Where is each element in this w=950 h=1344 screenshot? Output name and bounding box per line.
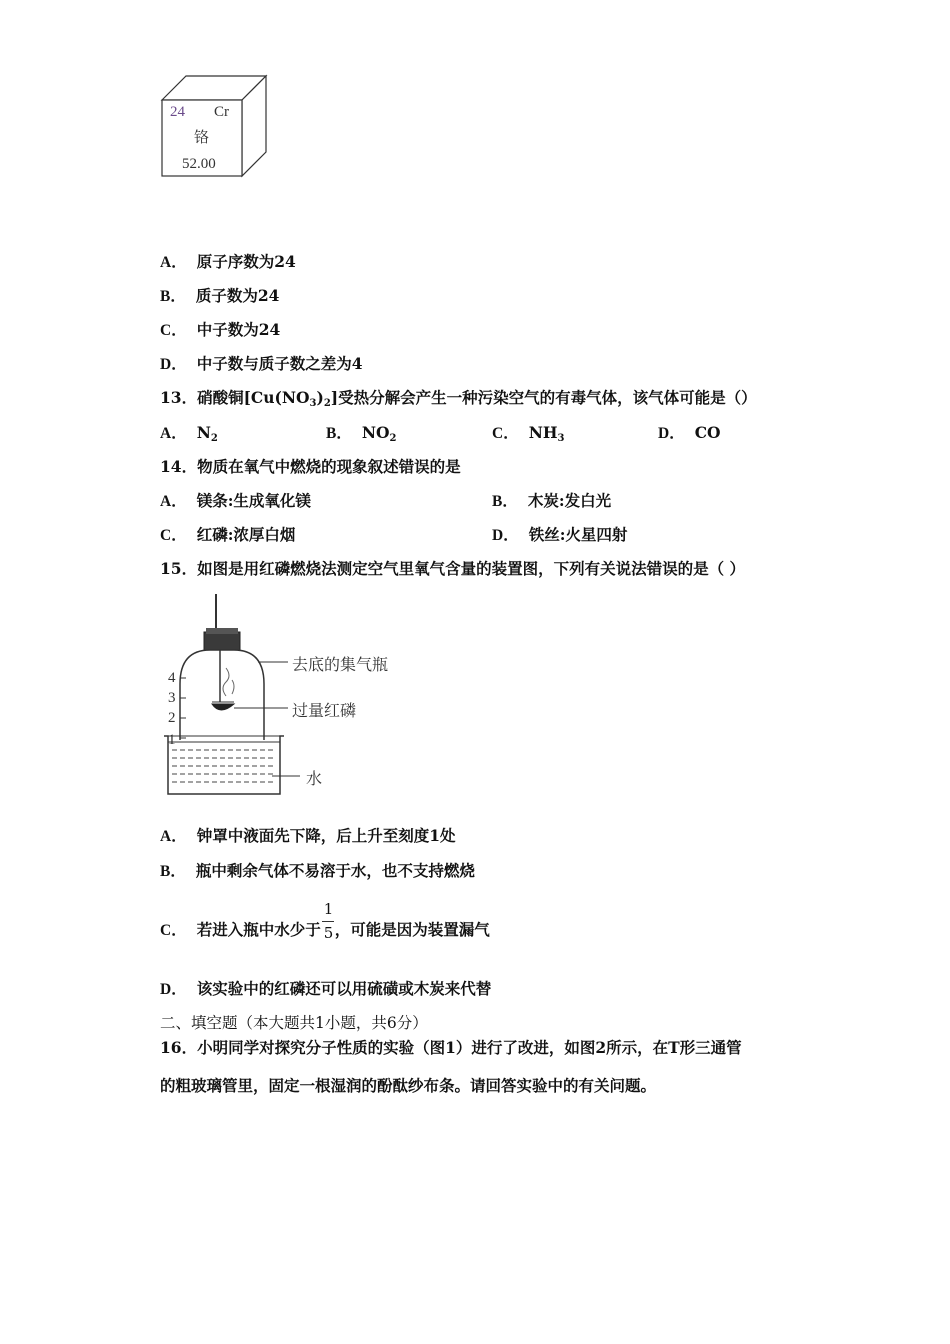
- q14-stem: 14．物质在氧气中燃烧的现象叙述错误的是: [160, 457, 461, 476]
- fraction-one-fifth: $\frac{1}{5}$: [323, 900, 334, 942]
- q14-option-a: A． 镁条:生成氧化镁: [160, 491, 311, 510]
- q13-stem: 13．硝酸铜$[Cu(NO_3)_2]$受热分解会产生一种污染空气的有毒气体，该气体可能是（）: [160, 388, 757, 409]
- q15-option-c: C． 若进入瓶中水少于 $\frac{1}{5}$ ，可能是因为装置漏气: [160, 900, 490, 942]
- scale-mark-1: 1: [168, 732, 176, 748]
- atomic-number: 24: [170, 104, 185, 120]
- element-cell-figure: [160, 74, 270, 180]
- q12-option-d: D． 中子数与质子数之差为4: [160, 354, 363, 373]
- q14-option-d: D． 铁丝:火星四射: [492, 525, 628, 544]
- q15-option-a: A． 钟罩中液面先下降，后上升至刻度1处: [160, 826, 456, 845]
- element-symbol: Cr: [214, 104, 229, 120]
- label-bottle: 去底的集气瓶: [292, 655, 389, 674]
- q14-option-b: B． 木炭:发白光: [492, 491, 612, 510]
- scale-mark-4: 4: [168, 670, 176, 686]
- q12-option-c: C． 中子数为24: [160, 320, 281, 339]
- label-water: 水: [306, 769, 323, 788]
- q12-option-a: A． 原子序数为24: [160, 252, 296, 271]
- scale-mark-2: 2: [168, 710, 176, 726]
- q12-option-b: B． 质子数为24: [160, 286, 280, 305]
- apparatus-drawing: [160, 590, 420, 800]
- element-name: 铬: [194, 128, 210, 146]
- q13-option-b: B． $NO_2$: [326, 423, 397, 444]
- q13-option-d: D． CO: [658, 423, 721, 442]
- q15-option-b: B． 瓶中剩余气体不易溶于水，也不支持燃烧: [160, 861, 475, 880]
- q13-option-a: A． $N_2$: [160, 423, 218, 444]
- q15-option-d: D． 该实验中的红磷还可以用硫磺或木炭来代替: [160, 979, 492, 998]
- label-phosphorus: 过量红磷: [292, 701, 357, 720]
- scale-mark-3: 3: [168, 690, 176, 706]
- q13-option-c: C． $NH_3$: [492, 423, 565, 444]
- q16-line-2: 的粗玻璃管里，固定一根湿润的酚酞纱布条。请回答实验中的有关问题。: [160, 1076, 657, 1095]
- section-heading-fill-in: 二、填空题（本大题共1小题，共6分）: [160, 1014, 428, 1032]
- q15-stem: 15．如图是用红磷燃烧法测定空气里氧气含量的装置图，下列有关说法错误的是（ ）: [160, 559, 745, 578]
- atomic-mass: 52.00: [182, 156, 216, 172]
- q16-line-1: 16．小明同学对探究分子性质的实验（图1）进行了改进，如图2所示，在T形三通管: [160, 1038, 742, 1057]
- oxygen-apparatus-figure: [160, 590, 420, 800]
- q14-option-c: C． 红磷:浓厚白烟: [160, 525, 296, 544]
